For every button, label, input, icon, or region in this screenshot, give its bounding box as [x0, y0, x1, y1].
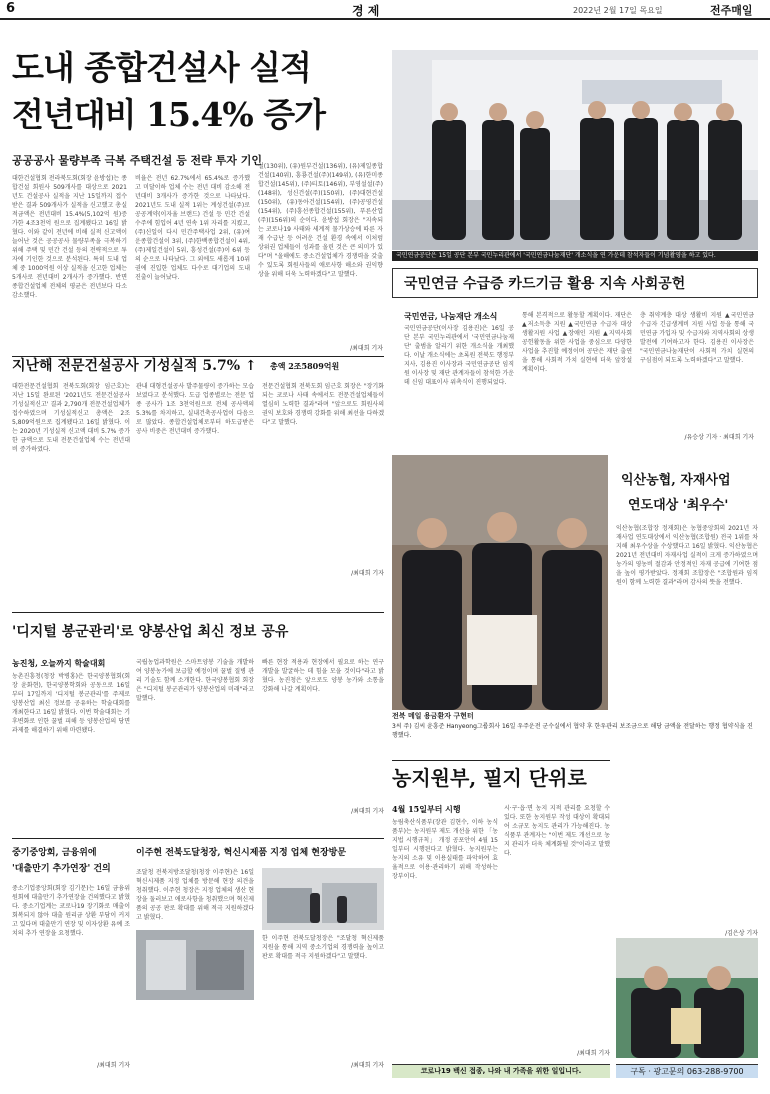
section-name: 경 제: [352, 4, 380, 18]
a1-headline-2: 전년대비 15.4% 증가: [12, 95, 325, 134]
a3-col-1: 대한전문건설협회 전북도회(회장 임근호)는 지난 15일 완료된 '2021년도 전문건설공사 기성실적신고' 결과 2,790개 전문건설업체가 접수하였으며 기성실적신고 총액은 2조5,809억원으로 집계됐다고 16일 밝혔다. 이는 2020년 기성실적 신고액 대비 5.7% 증가한 금액으로 도내 전문건설업체 수는 전년대비 증가하였다.: [12, 383, 130, 453]
a1-col-2: 비율은 전년 62.7%에서 65.4%로 증가했고 미달이하 업체 수는 전년 대비 감소해 전년대비 3개사가 증가한 것으로 나타났다. 2021년도 도내 실적 1위는 계성건설(주)로 공공계약(이자율 브랜드) 건설 등 민간 건설 수주에 힘입어 4년 연속 1위 자리를 지켰고, (주)신일이 다시 민간주택사업 2위, (유)여운종합건설이 3위, (주)한백종합건설이 4위, (주)제일건설이 5위, 흥성건설(주)이 6위 등의 순으로 나타났다. 그 외에도 새롭게 10위권에 진입한 업체도 다수로 대기업의 도내 진출이 늘어났다.: [135, 175, 250, 281]
factory-photo: [262, 868, 384, 930]
a5-subhead: 농진청, 오늘까지 학술대회: [12, 658, 106, 668]
a3-byline: /최대희 기자: [351, 570, 384, 577]
a3-col-3: 전문건설협회 전북도회 임근호 회장은 "장기화되는 코로나 사태 속에서도 전문건설업체들이 열심히 노력한 결과"라며 "앞으로도 회원사의 권익 보호와 경쟁력 강화를 위해 최선을 다하겠다"고 말했다.: [262, 383, 384, 426]
a7-headline-1: 익산농협, 자재사업: [621, 473, 731, 488]
a6-byline: /최대희 기자: [577, 1050, 610, 1057]
divider: [12, 838, 384, 839]
newspaper-name: 전주매일: [710, 4, 753, 17]
a5-col-3: 빠른 현장 적용과 현장에서 필요로 하는 연구 개발을 발굴하는 데 힘을 모을 것이다"라고 밝혔다. 농진청은 앞으로도 양봉 농가와 소통을 강화해 나갈 계획이다.: [262, 659, 384, 693]
subscription-ad: 구독 · 광고문의 063-288-9700: [616, 1064, 758, 1078]
a3-headline: 지난해 전문건설공사 기성실적 5.7% ↑: [12, 358, 257, 374]
a3-kicker: 총액 2조5809억원: [270, 361, 340, 371]
a7-byline: /김은상 기자: [725, 930, 758, 937]
a6-col-1: 농림축산식품부(장관 김현수, 이하 농식품부)는 농지원부 제도 개선을 위한 「농지법 시행규칙」 개정 공포안이 4월 15일부터 시행된다고 밝혔다. 농지원부는 농지의 소유 및 이용실태를 파악하여 효율적으로 이용·관리하기 위해 작성하는 장부이다.: [392, 819, 498, 880]
a5-col-2: 국립농업과학원은 스마트양봉 기술을 개발하여 양봉농가에 보급할 예정이며 꿀벌 질병 관리 기술도 함께 소개한다. 한국양봉협회 회장은 "디지털 봉군관리가 양봉산업의 미래"라고 말했다.: [136, 659, 254, 702]
a6-col-2: 시·구·읍·면 농지 지적 관리를 요청할 수 있다. 또한 농지원부 작성 대상이 확대되어 소규모 농지도 관리가 가능해진다. 농식품부 관계자는 "이번 제도 개선으로 농지 관리가 더욱 체계화될 것"이라고 말했다.: [504, 805, 610, 857]
a9-headline: 이주현 전북도달청장, 혁신시제품 지정 업체 현장방문: [136, 848, 347, 858]
a1-col-3: 설(130위), (유)원부건설(136위), (유)제일종합건설(140위), 흥룡건설(주)(149위), (유)한미종합건설(145위), (주)티토(146위), 부영설설(주)(148위), 성신건설(주)(150위), (주)대현건설(150위), (유)동아건설(154위), (주)공영건설(154위), (주)흥선종합건설(155위), 푸른산업(주)(156위)의 순이다. 윤방섭 회장은 "지속되는 코로나19 사태와 세계적 물가상승에 따른 자재 수급난 등 어려운 건설 환경 속에서 이처럼 상위권 업체들이 성과를 올린 것은 큰 의미가 있다"며 "올해에도 중소건설업체가 경쟁력을 갖출 수 있도록 회원사들의 애로사항 해소와 권익향상을 위해 더욱 노력하겠다"고 말했다.: [258, 163, 383, 278]
product-photo: [136, 930, 254, 1000]
award-photo: [616, 938, 758, 1058]
a7-headline-2: 연도대상 '최우수': [628, 498, 729, 513]
a6-headline: 농지원부, 필지 단위로: [392, 766, 587, 790]
a2-headline: 국민연금 수급증 카드기금 활용 지속 사회공헌: [404, 276, 686, 292]
a2-subhead: 국민연금, 나눔재단 개소식: [404, 311, 498, 321]
a5-headline: '디지털 봉군관리'로 양봉산업 최신 정보 공유: [12, 624, 289, 640]
a2-col-1: 국민연금공단(이사장 김용진)은 16일 공단 본부 국민누리관에서 '국민연금나눔재단' 출범을 알리기 위한 개소식을 개최했다. 이날 개소식에는 초록원 전북도 행정부지사, 김용진 이사장과 국민연금공단 임직원 이사장 및 재단 관계자들이 참석한 가운데 신임 대표이사 위촉식이 진행되었다.: [404, 325, 514, 386]
page-number: 6: [6, 1, 16, 16]
photo2-caption: 전북 메일 용금환자 구현터: [392, 712, 474, 720]
divider: [392, 760, 610, 761]
issue-date: 2022년 2월 17일 목요일: [573, 6, 663, 15]
a9-col-2: 한 이주현 전북도달청장은 "조달청 혁신제품 지원을 통해 지역 중소기업의 경쟁력을 높이고 판로 확대를 적극 지원하겠다"고 말했다.: [262, 935, 384, 960]
a9-byline: /최대희 기자: [351, 1062, 384, 1069]
a8-body: 중소기업중앙회(회장 김기문)는 16일 금융위원회에 대출만기 추가연장을 건의했다고 밝혔다. 중소기업계는 코로나19 장기화로 매출이 회복되지 않아 대출 원리금 상환 부담이 커지고 있다며 대출만기 연장 및 이자상환 유예 조치의 추가 연장을 요청했다.: [12, 885, 130, 937]
a8-headline-1: 중기중앙회, 금융위에: [12, 848, 97, 858]
a3-col-2: 관내 대형건설공사 발주물량이 증가하는 모습 보였다고 분석했다. 도급 업종별로는 전문 업종 공사가 1조 3천억원으로 전체 공사액의 5.3%를 차지하고, 실내건축공사업이 다음으로 많았다. 종합건설업체로부터 하도급받은 공사 비중은 전년대비 증가했다.: [136, 383, 254, 435]
a8-headline-2: '대출만기 추가연장' 건의: [12, 864, 111, 874]
a2-byline: /유승상 기자 · 최대희 기자: [684, 434, 754, 441]
a8-byline: /최대희 기자: [97, 1062, 130, 1069]
photo1-caption: 국민연금공단은 15일 공단 본부 국민누리관에서 '국민연금나눔재단' 개소식을 연 가운데 참석자들이 기념촬영을 하고 있다.: [392, 251, 758, 261]
a6-subhead: 4월 15일부터 시행: [392, 804, 461, 814]
a5-col-1: 농촌진흥청(청장 박병홍)은 한국양봉협회(회장 윤화현), 한국양봉학회와 공동으로 16일부터 17일까지 '디지털 봉군관리'를 주제로 양봉산업 최신 정보를 공유하는 학술대회를 개최한다고 16일 밝혔다. 이번 학술대회는 기후변화로 인한 꿀벌 피해 등 양봉산업의 당면 과제를 해결하기 위해 마련됐다.: [12, 673, 130, 734]
a1-col-1: 대한건설협회 전라북도회(회장 윤방섭)는 종합건설 회원사 509개사를 대상으로 2021년도 건설공사 실적을 지난 15일까지 접수받은 결과 509개사가 실적을 신고했고 총실적금액은 전년대비 15.4%(5,102억 원)증가한 4조3천억 원으로 집계됐다고 16일 밝혔다. 이와 같이 전년에 비해 실적 신고액이 늘어난 것은 공공공사 물량부족을 극복하기 위해 주택 및 민간 건설 등의 전략적으로 투자에 기인한 것으로 분석된다. 특히 도내 업체 중 1000억원 이상 실적을 신고한 업체는 5개사로 전년대비 2개사가 증가했다. 반면 종합건설업체 전체의 평균은 전년보다 다소 감소했다.: [12, 175, 127, 299]
vaccine-promo: 코로나19 백신 접종, 나와 내 가족을 위한 일입니다.: [392, 1064, 610, 1078]
divider: [12, 612, 384, 613]
a7-body: 익산농협(조합장 정재회)은 농협중앙회의 2021년 자재사업 연도대상에서 익산농협(조합원) 전국 1위를 차지해 최우수상을 수상했다고 16일 밝혔다. 익산농협은 2021년 전년대비 자재사업 실적이 크게 증가하였으며 농가의 영농비 절감과 안정적인 자재 공급에 기여한 점을 높이 평가받았다. 정재회 조합장은 "조합원과 임직원이 함께 노력한 결과"라며 감사의 뜻을 전했다.: [616, 525, 758, 586]
a9-body: 조달청 전북지방조달청(청장 이주현)은 16일 혁신시제품 지정 업체를 방문해 현장 의견을 청취했다. 이주현 청장은 지정 업체의 생산 현장을 둘러보고 애로사항을 청취했으며 혁신제품의 공공 판로 확대를 위해 적극 지원하겠다고 밝혔다.: [136, 869, 254, 921]
a5-byline: /최대희 기자: [351, 808, 384, 815]
a2-col-3: 층 취약계층 대상 생활비 지원 ▲국민연금 수급자 긴급생계비 지원 사업 등을 통해 국민연금 가입자 및 수급자와 지역사회의 상생 발전에 기여하고자 한다. 김용진 이사장은 "국민연금나눔재단이 사회적 가치 실현의 구심점이 되도록 노력하겠다"고 말했다.: [640, 312, 754, 364]
a1-byline: /최대희 기자: [350, 345, 383, 352]
ceremony-photo: [392, 50, 758, 250]
agreement-photo: [392, 455, 608, 710]
a1-subhead: 공공공사 물량부족 극복 주택건설 등 전략 투자 기인: [12, 154, 262, 167]
a4-caption: 3씨 주) 김씨 윤흥준 Hanyeong그룹회사 16일 우주운전 군수실에서 협약 후 한우관리 보조금으로 해당 금액을 전달하는 행정 협약식을 진행했다.: [392, 723, 753, 739]
a2-col-2: 통해 본격적으로 활동할 계획이다. 재단은 ▲저소득층 지원 ▲국민연금 수급자 대상 생활지원 사업 ▲장애인 지원 ▲지역사회 공헌활동을 위한 사업을 중심으로 다양한 사업을 추진할 예정이며 공단은 재단 출연을 통해 사회적 가치 실현에 더욱 앞장설 계획이다.: [522, 312, 632, 373]
a1-headline-1: 도내 종합건설사 실적: [12, 48, 311, 87]
